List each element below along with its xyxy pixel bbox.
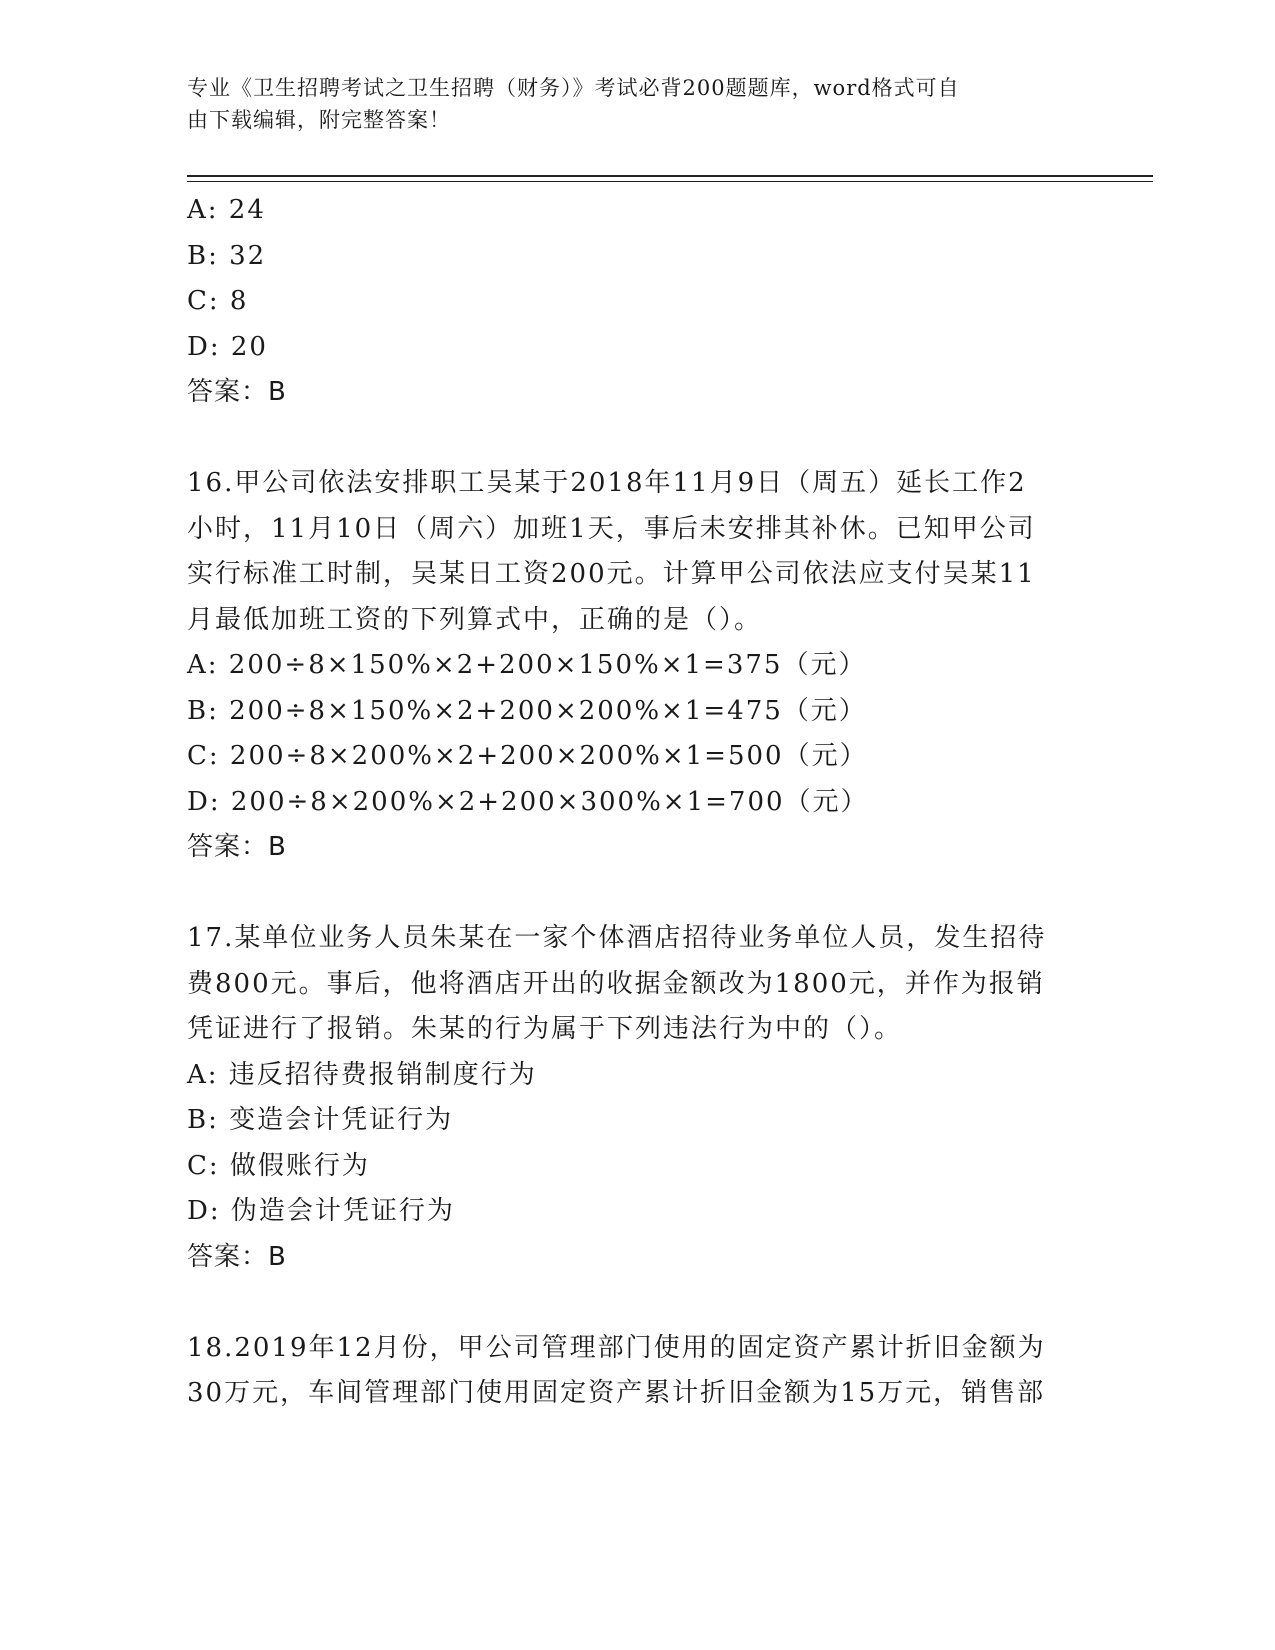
question-stem-line: 17.某单位业务人员朱某在一家个体酒店招待业务单位人员，发生招待	[187, 923, 1047, 953]
question-stem-line: 18.2019年12月份，甲公司管理部门使用的固定资产累计折旧金额为	[187, 1332, 1046, 1363]
option-a: A: 200÷8×150%×2+200×150%×1=375（元）	[187, 650, 867, 680]
option-a: A: 24	[187, 195, 266, 225]
option-c: C: 200÷8×200%×2+200×200%×1=500（元）	[187, 741, 868, 771]
question-17	[187, 916, 1087, 1280]
question-stem-line: 实行标准工时制，吴某日工资200元。计算甲公司依法应支付吴某11	[187, 559, 1036, 589]
option-d: D: 20	[187, 331, 268, 362]
header-line-1: 专业《卫生招聘考试之卫生招聘（财务）》考试必背200题题库，word格式可自	[187, 76, 960, 100]
spacer	[187, 1280, 1087, 1326]
question-stem-line: 30万元，车间管理部门使用固定资产累计折旧金额为15万元，销售部	[187, 1378, 1046, 1408]
question-stem-line: 16.甲公司依法安排职工吴某于2018年11月9日（周五）延长工作2	[187, 468, 1027, 498]
option-a: A: 违反招待费报销制度行为	[187, 1059, 537, 1090]
option-b: B: 200÷8×150%×2+200×200%×1=475（元）	[187, 695, 867, 726]
document-header	[187, 72, 1067, 136]
option-b: B: 32	[187, 240, 267, 271]
question-stem-line: 小时，11月10日（周六）加班1天，事后未安排其补休。已知甲公司	[187, 513, 1036, 544]
spacer	[187, 416, 1087, 462]
question-15	[187, 188, 1087, 416]
header-rule-thin	[187, 181, 1153, 182]
option-d: D: 200÷8×200%×2+200×300%×1=700（元）	[187, 786, 869, 817]
option-c: C: 8	[187, 286, 249, 316]
answer-line: 答案：B	[187, 832, 287, 862]
header-rule-thick	[187, 175, 1153, 177]
question-stem-line: 月最低加班工资的下列算式中，正确的是（）。	[187, 604, 763, 635]
option-d: D: 伪造会计凭证行为	[187, 1196, 455, 1226]
option-c: C: 做假账行为	[187, 1150, 370, 1181]
answer-line: 答案：B	[187, 1241, 287, 1272]
option-b: B: 变造会计凭证行为	[187, 1105, 454, 1135]
document-body	[187, 188, 1087, 1417]
question-stem-line: 凭证进行了报销。朱某的行为属于下列违法行为中的（）。	[187, 1014, 903, 1044]
answer-line: 答案：B	[187, 377, 287, 407]
header-line-2: 由下载编辑，附完整答案！	[187, 108, 451, 132]
question-stem-line: 费800元。事后，他将酒店开出的收据金额改为1800元，并作为报销	[187, 968, 1045, 999]
question-16	[187, 461, 1087, 871]
spacer	[187, 871, 1087, 917]
question-18	[187, 1326, 1087, 1417]
